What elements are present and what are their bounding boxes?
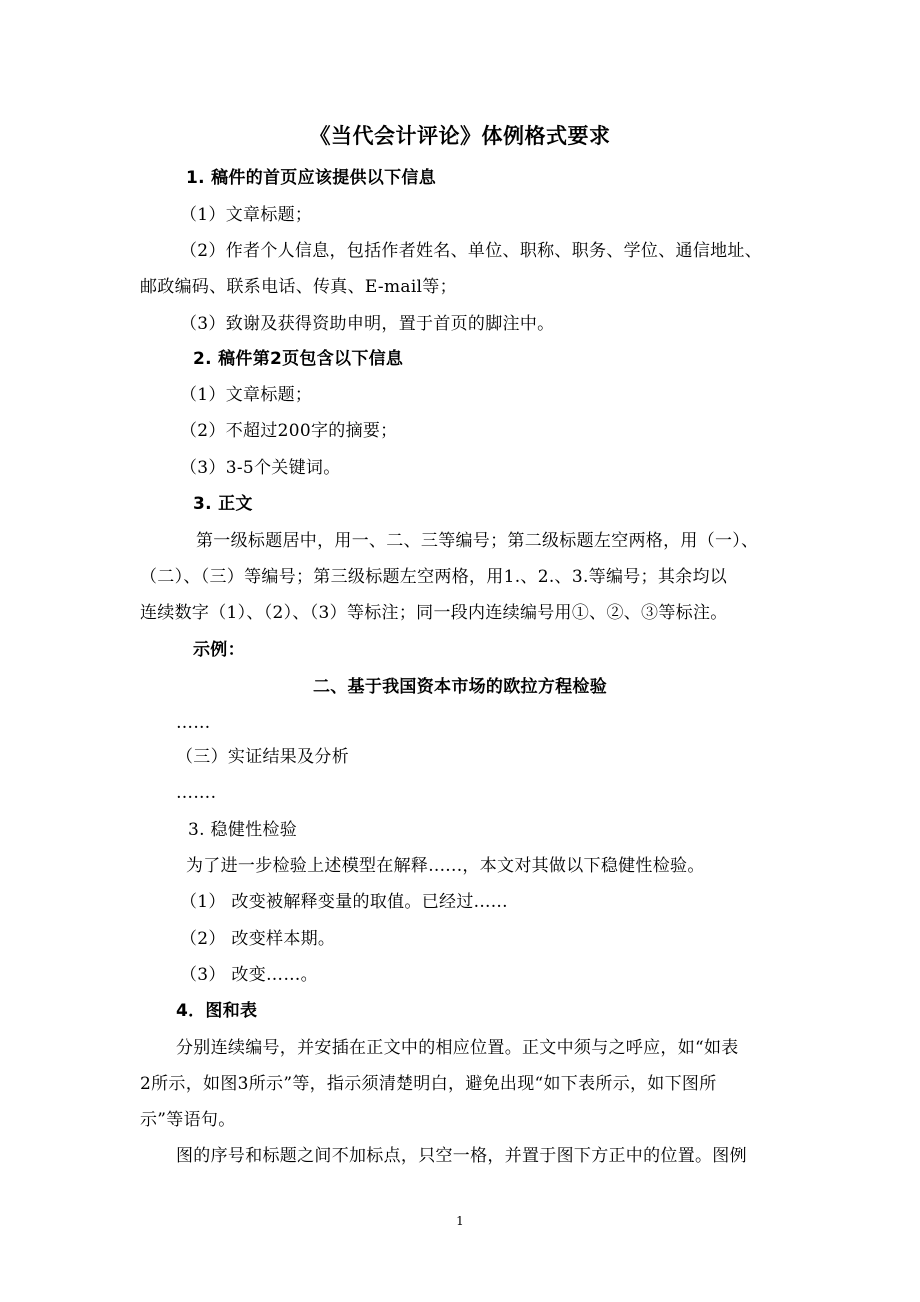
s1-item-2-line-2: 邮政编码、联系电话、传真、E-mail等； (140, 277, 457, 297)
example-item-3: （3） 改变……。 (180, 965, 318, 985)
section-2-heading: 2. 稿件第2页包含以下信息 (193, 349, 404, 369)
example-label: 示例： (193, 640, 245, 660)
s2-item-2: （2）不超过200字的摘要； (180, 421, 398, 441)
example-ellipsis-1: …… (176, 713, 211, 733)
s1-item-1: （1）文章标题； (180, 205, 313, 225)
document-title: 《当代会计评论》体例格式要求 (309, 124, 611, 148)
s3-paragraph-line-1: 第一级标题居中，用一、二、三等编号；第二级标题左空两格，用（一）、 (196, 531, 759, 551)
s2-item-3: （3）3-5个关键词。 (180, 458, 341, 478)
s4-paragraph-1-line-2: 2所示，如图3所示”等，指示须清楚明白，避免出现“如下表所示，如下图所 (140, 1074, 717, 1094)
s2-item-1: （1）文章标题； (180, 385, 313, 405)
example-ellipsis-2: ……. (176, 783, 217, 803)
s4-paragraph-2-line-1: 图的序号和标题之间不加标点，只空一格，并置于图下方正中的位置。图例 (176, 1146, 747, 1166)
example-body-text: 为了进一步检验上述模型在解释......，本文对其做以下稳健性检验。 (186, 856, 705, 876)
section-3-heading: 3. 正文 (193, 494, 253, 514)
s3-paragraph-line-3: 连续数字（1）、（2）、（3）等标注；同一段内连续编号用①、②、③等标注。 (140, 603, 728, 623)
s1-item-3: （3）致谢及获得资助申明，置于首页的脚注中。 (180, 314, 555, 334)
example-item-2: （2） 改变样本期。 (180, 929, 336, 949)
s4-paragraph-1-line-1: 分别连续编号，并安插在正文中的相应位置。正文中须与之呼应，如“如表 (176, 1038, 739, 1058)
example-item-1: （1） 改变被解释变量的取值。已经过...... (180, 892, 508, 912)
page-number: 1 (456, 1214, 464, 1228)
example-first-level-heading: 二、基于我国资本市场的欧拉方程检验 (312, 677, 608, 697)
s1-item-2-line-1: （2）作者个人信息，包括作者姓名、单位、职称、职务、学位、通信地址、 (180, 241, 763, 261)
s3-paragraph-line-2: （二）、（三）等编号；第三级标题左空两格，用1.、2.、3.等编号；其余均以 (140, 567, 728, 587)
section-1-heading: 1. 稿件的首页应该提供以下信息 (186, 168, 437, 188)
example-third-level-heading: 3. 稳健性检验 (188, 820, 298, 840)
example-second-level-heading: （三）实证结果及分析 (176, 747, 349, 767)
s4-paragraph-1-line-3: 示”等语句。 (140, 1110, 236, 1130)
section-4-heading: 4．图和表 (176, 1001, 258, 1021)
